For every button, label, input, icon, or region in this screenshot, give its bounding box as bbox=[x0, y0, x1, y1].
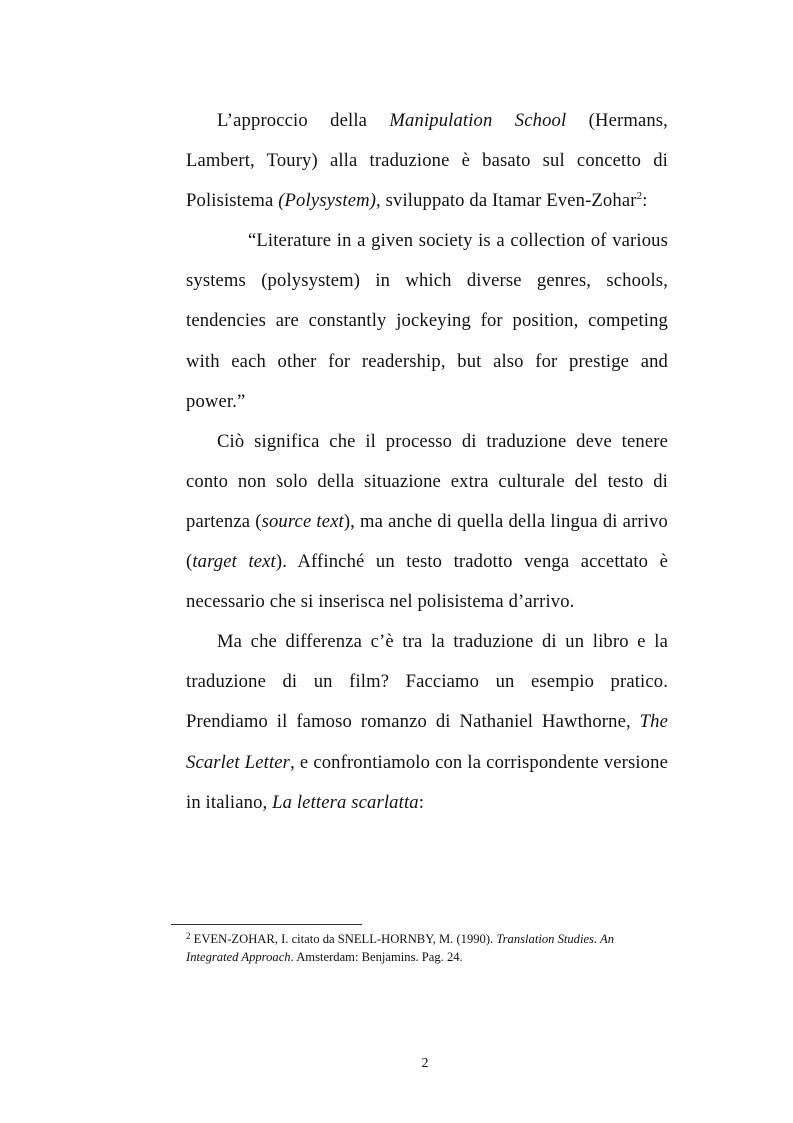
emphasis-lettera-scarlatta: La lettera scarlatta bbox=[272, 791, 419, 813]
paragraph-translation-process: Ciò significa che il processo di traduzione deve tenere conto non solo della situazione extra culturale del testo di partenza (source text), ma anche di quella della lingua di arrivo (target text). Affinché un testo tradotto venga accettato è necessario che si inserisca nel polisistema d’arrivo. bbox=[186, 430, 668, 613]
block-quote: “Literature in a given society is a collection of various systems (polysystem) in which diverse genres, schools, tendencies are constantly jockeying for position, competing with each other for readership, but also for prestige and power.” bbox=[186, 230, 668, 412]
emphasis-target-text: target text bbox=[192, 551, 276, 573]
footnote-book-title: Translation Studies. An Integrated Approach bbox=[186, 932, 615, 964]
footnote-separator bbox=[171, 924, 362, 925]
page-number: 2 bbox=[421, 1056, 429, 1071]
footnote-reference[interactable]: 2 bbox=[636, 190, 643, 203]
paragraph-book-vs-film: Ma che differenza c’è tra la traduzione di un libro e la traduzione di un film? Facciamo un esempio pratico. Prendiamo il famoso romanzo di Nathaniel Hawthorne, The Scarlet Letter, e confrontiamolo con la corrispondente versione in italiano, La lettera scarlatta: bbox=[186, 631, 668, 813]
emphasis-polysystem: (Polysystem) bbox=[278, 190, 377, 212]
paragraph-intro: L’approccio della Manipulation School (Hermans, Lambert, Toury) alla traduzione è basato sul concetto di Polisistema (Polysystem), sviluppato da Itamar Even-Zohar$^2$: bbox=[186, 110, 668, 212]
body-text bbox=[186, 101, 668, 823]
emphasis-scarlet-letter: The Scarlet Letter bbox=[186, 711, 668, 773]
footnote: $^2$ EVEN-ZOHAR, I. citato da SNELL-HORNBY, M. (1990). Translation Studies. An Integrated Approach. Amsterdam: Benjamins. Pag. 24. bbox=[186, 931, 615, 964]
footnote-number: 2 bbox=[186, 931, 191, 941]
emphasis-source-text: source text bbox=[261, 510, 344, 532]
emphasis-manipulation-school: Manipulation School bbox=[389, 110, 567, 131]
